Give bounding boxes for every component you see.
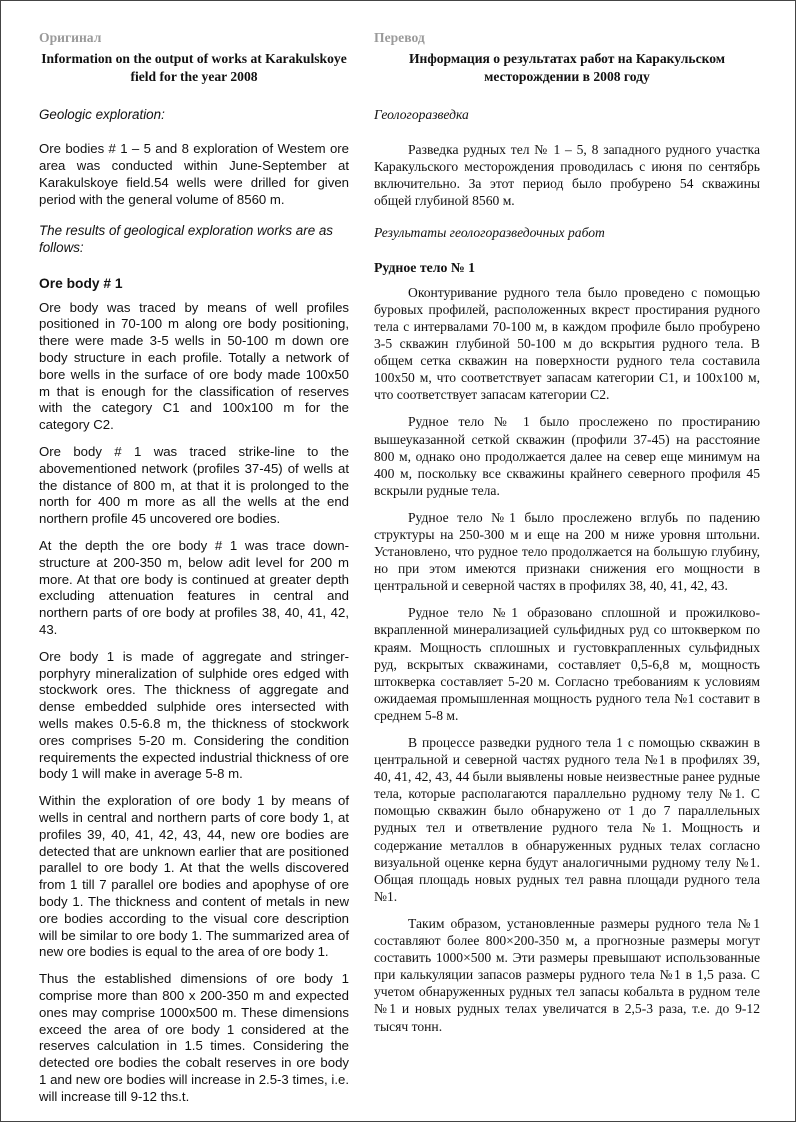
original-paragraph: Within the exploration of ore body 1 by means of wells in central and northern parts of core body 1, at profiles 39, 40, 41, 42, 43, 44, new ore bodies are detected that are unknown earlier that are positioned parallel to ore body 1. At that the wells discovered from 1 till 7 parallel ore bodies and apophyse of ore body 1. The thickness and content of metals in new ore bodies according to the visual core description will be similar to ore body 1. The summarized area of new ore bodies is equal to the area of ore body 1. bbox=[39, 793, 349, 960]
original-column bbox=[39, 29, 349, 1116]
translation-ore-body-title: Рудное тело № 1 bbox=[374, 259, 476, 275]
translation-column bbox=[374, 29, 760, 1045]
original-header: Оригинал bbox=[39, 30, 102, 45]
original-ore-body-title: Ore body # 1 bbox=[39, 275, 123, 291]
translation-paragraph: В процессе разведки рудного тела 1 с помощью скважин в центральной и северной частях рудного тела №1 в профилях 39, 40, 41, 42, 43, 44 были выявлены новые неизвестные ранее рудные тела, которые располагаются параллельно рудному телу №1. С помощью скважин было обнаружено от 1 до 7 параллельных рудных тел и ответвление рудного тела №1. Мощность и содержание металлов в обнаруженных рудных телах согласно визуальной оценке керна будут аналогичными рудному телу №1. Общая площадь новых рудных тел равна площади рудного тела №1. bbox=[374, 735, 760, 904]
translation-section-geologic: Геологоразведка bbox=[374, 107, 469, 123]
original-paragraph: At the depth the ore body # 1 was trace down-structure at 200-350 m, below adit level for 200 m more. At that ore body is continued at greater depth excluding attenuation features in central and northern parts of ore body at profiles 38, 40, 41, 42, 43. bbox=[39, 538, 349, 637]
original-title: Information on the output of works at Karakulskoye field for the year 2008 bbox=[41, 51, 347, 85]
original-intro: Ore bodies # 1 – 5 and 8 exploration of Westem ore area was conducted within June-September at Karakulskoye field.54 wells were drilled for given period with the general volume of 8560 m. bbox=[39, 141, 349, 207]
translation-paragraph: Оконтуривание рудного тела было проведено с помощью буровых профилей, расположенных вкрест простирания рудного тела с интервалами 70-100 м, в каждом профиле было пробурено 3-5 скважин глубиной 50-100 м до вскрытия рудного тела. В общем сетка скважин на поверхности рудного тела составила 100х50 м, что соответствует запасам категории С1, и 100х100 м, что соответствует запасам категории С2. bbox=[374, 284, 760, 403]
translation-intro: Разведка рудных тел № 1 – 5, 8 западного рудного участка Каракульского месторождения проводилась с июня по сентябрь включительно. За этот период было пробурено 54 скважины общей глубиной 8560 м. bbox=[374, 142, 760, 209]
original-section-results: The results of geological exploration works are as follows: bbox=[39, 223, 333, 256]
translation-header: Перевод bbox=[374, 30, 425, 45]
original-paragraph: Ore body 1 is made of aggregate and stringer-porphyry mineralization of sulphide ores edged with stockwork ores. The thickness of aggregate and dense embedded sulphide ores intersected with wells makes 0.5-6.8 m, the thickness of stockwork ores comprises 5-20 m. Considering the condition requirements the expected industrial thickness of ore body 1 will make in average 5-8 m. bbox=[39, 648, 349, 782]
translation-paragraph: Рудное тело №1 образовано сплошной и прожилково-вкрапленной минерализацией сульфидных руд со штокверком по краям. Мощность сплошных и густовкрапленных сульфидных руд, вскрытых скважинами, составляет 0,5-6,8 м, мощность штокверка составляет 5-20 м. Согласно требованиям к условиям ожидаемая промышленная мощность рудного тела №1 составит в среднем 5-8 м. bbox=[374, 605, 760, 723]
translation-paragraph: Рудное тело № 1 было прослежено по простиранию вышеуказанной сеткой скважин (профили 37-45) на расстояние 800 м, однако оно продолжается далее на север еще минимум на 400 м, поскольку все скважины крайнего северного профиля 45 вскрыли рудные тела. bbox=[374, 414, 760, 498]
original-section-geologic: Geologic exploration: bbox=[39, 107, 165, 123]
translation-section-results: Результаты геологоразведочных работ bbox=[374, 224, 605, 240]
translation-paragraph: Рудное тело №1 было прослежено вглубь по падению структуры на 250-300 м и еще на 200 м ниже уровня штольни. Установлено, что рудное тело продолжается на большую глубину, но при этом имеются признаки снижения его мощности в центральной и северной частях в профилях 38, 40, 41, 42, 43. bbox=[374, 509, 760, 594]
original-paragraph: Ore body # 1 was traced strike-line to the abovementioned network (profiles 37-45) of wells at the distance of 800 m, at that it is prolonged to the north for 400 m more as all the wells at the end northern profile 45 uncovered ore bodies. bbox=[39, 444, 349, 527]
translation-title: Информация о результатах работ на Каракульском месторождении в 2008 году bbox=[408, 51, 726, 85]
translation-paragraph: Таким образом, установленные размеры рудного тела №1 составляют более 800×200-350 м, а прогнозные размеры могут составить 1000×500 м. Эти размеры превышают использованные при калькуляции запасов размеры рудного тела №1 в 1,5 раза. С учетом обнаруженных рудных тел запасы кобальта в рудном теле №1 и новых рудных телах увеличатся в 2,5-3 раза, т.е. до 9-12 тысяч тонн. bbox=[374, 915, 760, 1034]
original-paragraph: Thus the established dimensions of ore body 1 comprise more than 800 x 200-350 m and expected ones may comprise 1000x500 m. These dimensions exceed the area of ore body 1 considered at the reserves calculation in 1.5 times. Considering the detected ore bodies the cobalt reserves in ore body 1 and new ore bodies will increase in 2.5-3 times, i.e. will increase till 9-12 ths.t. bbox=[39, 971, 349, 1104]
original-paragraph: Ore body was traced by means of well profiles positioned in 70-100 m along ore body positioning, there were made 3-5 wells in 50-100 m down ore body structure in each profile. Totally a network of bore wells in the surface of ore body made 100x50 m that is enough for the classification of reserves with the category C1 and 100x100 m for the category C2. bbox=[39, 299, 349, 433]
